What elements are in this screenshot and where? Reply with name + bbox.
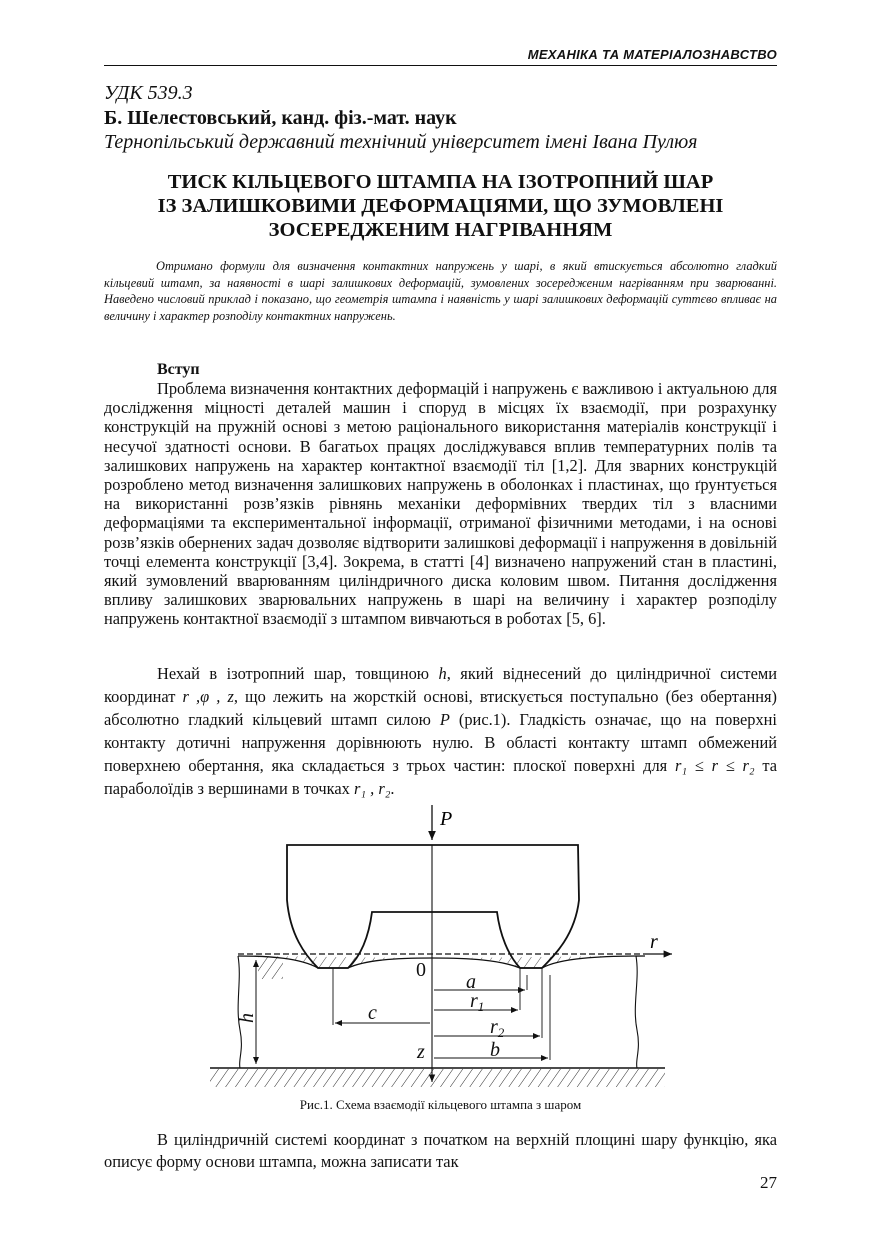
page-number: 27 (760, 1173, 777, 1192)
text-run: , що лежить на жорсткій основі, втискується поступально (без обертання) абсолютно гладкий кільцевий штамп силою (104, 687, 777, 729)
text-run: . (390, 779, 395, 798)
label-r: r (650, 931, 658, 953)
title-line: ІЗ ЗАЛИШКОВИМИ ДЕФОРМАЦІЯМИ, ЩО ЗУМОВЛЕНІ (157, 195, 724, 217)
title-line: ТИСК КІЛЬЦЕВОГО ШТАМПА НА ІЗОТРОПНИЙ ШАР (167, 171, 714, 193)
label-r2-sub: 2 (497, 1025, 505, 1040)
abstract: Отримано формули для визначення контактних напружень у шарі, в який втискується абсолютно гладкий кільцевий штамп, за наявності в шарі залишкових деформацій, зумовлених зосередженим нагріванням при зварюванні. Наведено числовий приклад і показано, що геометрія штампа і наявність у шарі залишкових деформацій суттєво впливає на величину і характер розподілу контактних напружень. (104, 259, 777, 323)
udk-code: УДК 539.3 (104, 82, 193, 104)
intro-paragraph-2 (104, 662, 777, 800)
label-r1-main: r (470, 990, 478, 1012)
math-force: P (439, 710, 450, 729)
math-range: r₁ ≤ r ≤ r₂ (674, 756, 755, 775)
text-run: Нехай в ізотропний шар, товщиною (157, 664, 439, 683)
header-rule (104, 65, 777, 66)
stamp-body (287, 845, 579, 968)
affiliation: Тернопільський державний технічний університет імені Івана Пулюя (104, 131, 698, 153)
math-coordinates: r ,φ , z (182, 687, 234, 706)
figure-caption: Рис.1. Схема взаємодії кільцевого штампа з шаром (299, 1097, 582, 1112)
label-zero: 0 (416, 959, 426, 981)
intro-paragraph-1: Проблема визначення контактних деформацій і напружень є важливою і актуальною для дослідження міцності деталей машин і споруд в місцях їх взаємодії, при розрахунку конструкцій на пружній основі з метою раціонального використання матеріалів конструкції і несучої здатності основи. В багатьох працях досліджувався вплив температурних полів та залишкових напружень на характер контактної взаємодії тіл [1,2]. Для зварних конструкцій розроблено метод визначення залишкових напружень в оболонках і пластинах, що ґрунтується на використанні розв’язків рівнянь механіки деформівних твердих тіл з власними деформаціями та експериментальної інформації, отриманої фізичними методами, і на основі розв’язків обернених задач дозволяє відтворити залишкові деформації і напруження в довільній точці елемента конструкції [3,4]. Зокрема, в статті [4] визначено напружений стан в пластині, який зумовлений вварюванням циліндричного диска коловим швом. Питання дослідження впливу залишкових зварювальних напружень в шарі на величину і характер розподілу напружень контактної взаємодії з штампом вивчаються в роботах [5, 6]. (104, 379, 777, 629)
label-r1-sub: 1 (477, 999, 485, 1014)
label-h: h (236, 1013, 258, 1023)
label-a: a (466, 971, 476, 993)
journal-section-header: МЕХАНІКА ТА МАТЕРІАЛОЗНАВСТВО (527, 47, 777, 62)
math-points: r₁ , r₂ (353, 779, 391, 798)
title-line: ЗОСЕРЕДЖЕНИМ НАГРІВАННЯМ (268, 219, 613, 241)
math-h: h (438, 664, 447, 683)
section-heading: Вступ (157, 361, 200, 378)
stamp-layer-diagram (200, 800, 680, 1095)
label-r1 (470, 990, 484, 1014)
label-z: z (417, 1041, 425, 1063)
label-b: b (490, 1039, 500, 1061)
label-r2-main: r (490, 1016, 498, 1038)
label-r2 (490, 1016, 505, 1040)
layer-left-edge (238, 956, 241, 1068)
paragraph-after-figure: В циліндричній системі координат з початком на верхній площині шару функцію, яка описує форму основи штампа, можна записати так (104, 1130, 777, 1171)
text-run: та параболоїдів з вершинами в точках (104, 756, 777, 798)
base-hatching (210, 1069, 665, 1087)
paper-title (104, 170, 777, 242)
author-line: Б. Шелестовський, канд. фіз.-мат. наук (104, 107, 457, 129)
layer-right-edge (635, 956, 638, 1068)
text-run: , який віднесений до циліндричної системи координат (104, 664, 777, 706)
text-run: (рис.1). Гладкість означає, що на поверхні контакту дотичні напруження дорівнюють нулю. В області контакту штамп обмежений поверхнею обертання, яка складається з трьох частин: плоскої поверхні для (104, 710, 777, 775)
label-c: c (368, 1002, 377, 1024)
label-P: P (440, 808, 453, 830)
